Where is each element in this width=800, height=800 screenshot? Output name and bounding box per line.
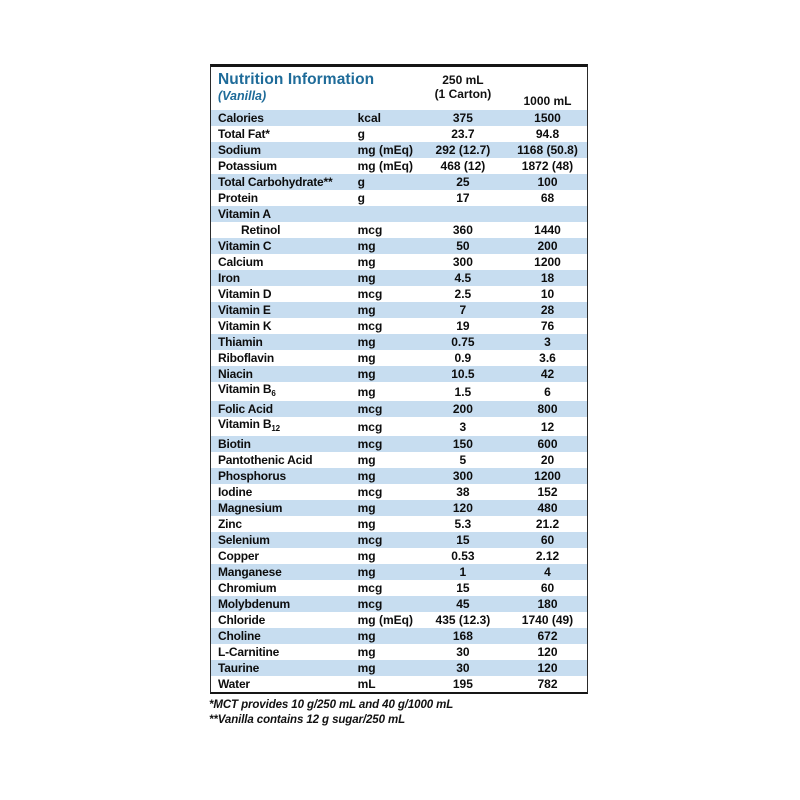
- nutrient-unit: mg: [357, 351, 376, 365]
- table-row: [211, 500, 587, 516]
- table-row: [211, 401, 587, 417]
- nutrient-unit: mg: [357, 565, 376, 579]
- value-250ml: 17: [456, 191, 470, 205]
- nutrient-unit: mg: [357, 469, 376, 483]
- nutrient-unit: mg: [357, 239, 376, 253]
- value-1000ml: 180: [537, 597, 558, 611]
- value-1000ml: 60: [540, 533, 555, 547]
- nutrient-name: Vitamin E: [218, 303, 271, 317]
- column-header-250ml: [418, 67, 508, 110]
- value-250ml: 0.9: [454, 351, 472, 365]
- nutrient-name: Retinol: [241, 223, 281, 237]
- value-250ml: 3: [459, 419, 467, 434]
- nutrient-unit: mg: [357, 255, 376, 269]
- nutrient-name: L-Carnitine: [218, 645, 280, 659]
- value-250ml: 300: [452, 255, 473, 269]
- table-row: [211, 644, 587, 660]
- nutrient-unit: mg: [357, 384, 376, 399]
- nutrition-table: [210, 64, 588, 694]
- value-1000ml: 42: [540, 367, 555, 381]
- table-row: [211, 436, 587, 452]
- table-row: [211, 516, 587, 532]
- section-row: [211, 206, 587, 222]
- value-1000ml: 480: [537, 501, 558, 515]
- value-1000ml: 94.8: [535, 127, 560, 141]
- table-row: [211, 222, 587, 238]
- value-250ml: 5: [459, 453, 467, 467]
- table-row: [211, 270, 587, 286]
- value-1000ml: 18: [540, 271, 555, 285]
- table-title-block: [211, 67, 418, 110]
- value-1000ml: 60: [540, 581, 555, 595]
- value-1000ml: 3: [544, 335, 551, 349]
- value-1000ml: 12: [540, 419, 555, 434]
- nutrient-name: Selenium: [218, 533, 270, 547]
- nutrient-unit: mcg: [357, 419, 383, 434]
- value-1000ml: 68: [540, 191, 555, 205]
- nutrient-unit: mg (mEq): [357, 143, 413, 157]
- table-row: [211, 286, 587, 302]
- nutrient-name: Phosphorus: [218, 469, 287, 483]
- table-subtitle: (Vanilla): [218, 89, 267, 103]
- footnote-mct: *MCT provides 10 g/250 mL and 40 g/1000 mL: [209, 699, 454, 711]
- value-1000ml: 4: [544, 565, 551, 579]
- table-row: [211, 126, 587, 142]
- nutrient-unit: mg: [357, 335, 376, 349]
- nutrient-name: Taurine: [218, 661, 260, 675]
- value-250ml: 435 (12.3): [435, 613, 491, 627]
- value-1000ml: 152: [537, 485, 558, 499]
- table-row: [211, 158, 587, 174]
- value-250ml: 1: [459, 565, 467, 579]
- table-row: [211, 564, 587, 580]
- nutrient-name: Manganese: [218, 565, 282, 579]
- table-title: Nutrition Information: [218, 71, 375, 88]
- value-250ml: 375: [452, 111, 473, 125]
- value-250ml: 195: [452, 677, 473, 691]
- table-row: [211, 254, 587, 270]
- value-1000ml: 1200: [534, 255, 561, 269]
- table-row: [211, 238, 587, 254]
- nutrient-unit: mcg: [357, 223, 383, 237]
- nutrient-name: Sodium: [218, 143, 261, 157]
- value-250ml: 25: [456, 175, 470, 189]
- table-row: [211, 612, 587, 628]
- value-250ml: 300: [452, 469, 473, 483]
- value-1000ml: 6: [544, 384, 551, 399]
- nutrient-unit: g: [357, 191, 365, 205]
- nutrient-name: Niacin: [218, 367, 253, 381]
- nutrient-name: Water: [218, 677, 250, 691]
- value-250ml: 1.5: [454, 384, 472, 399]
- nutrient-name: Molybdenum: [218, 597, 290, 611]
- table-row: [211, 382, 587, 401]
- column-header-250ml-line2: (1 Carton): [434, 87, 492, 101]
- nutrient-name: Total Carbohydrate**: [218, 175, 333, 189]
- nutrient-name: Vitamin $B_6$: [218, 382, 276, 398]
- nutrient-name: Vitamin D: [218, 287, 272, 301]
- column-header-250ml-line1: 250 mL: [442, 73, 484, 87]
- table-row: [211, 628, 587, 644]
- value-250ml: 7: [459, 303, 467, 317]
- value-250ml: 5.3: [454, 517, 472, 531]
- nutrient-name: Iodine: [218, 485, 253, 499]
- nutrient-unit: mg: [357, 367, 376, 381]
- value-250ml: 120: [452, 501, 473, 515]
- value-1000ml: 1872 (48): [521, 159, 574, 173]
- value-1000ml: 200: [537, 239, 558, 253]
- nutrient-unit: g: [357, 175, 365, 189]
- value-1000ml: 2.12: [535, 549, 560, 563]
- table-row: [211, 174, 587, 190]
- value-250ml: 200: [452, 402, 473, 416]
- table-row: [211, 596, 587, 612]
- table-row: [211, 676, 587, 692]
- nutrient-name: Vitamin C: [218, 239, 272, 253]
- value-1000ml: 21.2: [535, 517, 560, 531]
- value-250ml: 50: [456, 239, 470, 253]
- nutrient-unit: mcg: [357, 485, 383, 499]
- nutrient-unit: mcg: [357, 533, 383, 547]
- table-row: [211, 532, 587, 548]
- nutrient-unit: mg: [357, 661, 376, 675]
- nutrient-unit: mg: [357, 549, 376, 563]
- nutrient-unit: mcg: [357, 319, 383, 333]
- value-250ml: 292 (12.7): [435, 143, 491, 157]
- nutrient-name: Vitamin A: [218, 207, 271, 221]
- nutrient-name: Vitamin $B_{12}$: [218, 417, 280, 433]
- value-1000ml: 600: [537, 437, 558, 451]
- nutrient-name: Chloride: [218, 613, 266, 627]
- table-row: [211, 350, 587, 366]
- value-250ml: 0.53: [451, 549, 475, 563]
- value-1000ml: 20: [540, 453, 555, 467]
- value-1000ml: 3.6: [539, 351, 556, 365]
- nutrition-rows: [211, 110, 587, 692]
- table-row: [211, 468, 587, 484]
- value-250ml: 150: [452, 437, 473, 451]
- footnote-vanilla: **Vanilla contains 12 g sugar/250 mL: [209, 714, 406, 726]
- value-1000ml: 76: [540, 319, 555, 333]
- nutrient-name: Protein: [218, 191, 258, 205]
- nutrient-name: Pantothenic Acid: [218, 453, 313, 467]
- table-row: [211, 484, 587, 500]
- nutrient-name: Folic Acid: [218, 402, 273, 416]
- value-1000ml: 1500: [534, 111, 561, 125]
- nutrient-unit: mcg: [357, 597, 383, 611]
- value-1000ml: 120: [537, 661, 558, 675]
- nutrient-name: Total Fat*: [218, 127, 270, 141]
- value-250ml: 168: [452, 629, 473, 643]
- nutrient-unit: mg: [357, 303, 376, 317]
- nutrient-name: Calcium: [218, 255, 264, 269]
- nutrient-unit: mL: [357, 677, 376, 691]
- nutrient-name: Iron: [218, 271, 240, 285]
- footnotes: [209, 698, 609, 728]
- table-row: [211, 334, 587, 350]
- nutrient-name: Copper: [218, 549, 259, 563]
- value-1000ml: 28: [540, 303, 555, 317]
- nutrient-unit: mg: [357, 501, 376, 515]
- nutrient-unit: mcg: [357, 287, 383, 301]
- nutrient-unit: mcg: [357, 581, 383, 595]
- table-row: [211, 190, 587, 206]
- value-1000ml: 10: [540, 287, 555, 301]
- value-1000ml: 782: [537, 677, 558, 691]
- table-header: [211, 67, 587, 110]
- table-row: [211, 142, 587, 158]
- nutrient-name-subscript: 6: [271, 389, 276, 398]
- value-250ml: 15: [456, 533, 470, 547]
- table-row: [211, 110, 587, 126]
- nutrient-name: Biotin: [218, 437, 251, 451]
- nutrient-name: Choline: [218, 629, 261, 643]
- value-250ml: 38: [456, 485, 470, 499]
- nutrient-unit: g: [357, 127, 365, 141]
- table-row: [211, 580, 587, 596]
- value-250ml: 23.7: [451, 127, 475, 141]
- nutrient-unit: mg: [357, 271, 376, 285]
- value-250ml: 2.5: [454, 287, 472, 301]
- nutrient-name: Vitamin K: [218, 319, 272, 333]
- value-1000ml: 100: [537, 175, 558, 189]
- table-row: [211, 302, 587, 318]
- nutrient-unit: mg: [357, 629, 376, 643]
- nutrient-unit: mg: [357, 645, 376, 659]
- value-1000ml: 800: [537, 402, 558, 416]
- nutrient-name-subscript: 12: [271, 424, 280, 433]
- value-250ml: 30: [456, 661, 470, 675]
- nutrient-name: Calories: [218, 111, 264, 125]
- nutrient-unit: mcg: [357, 402, 383, 416]
- nutrient-name: Zinc: [218, 517, 242, 531]
- table-row: [211, 452, 587, 468]
- value-1000ml: 1200: [534, 469, 561, 483]
- value-250ml: 15: [456, 581, 470, 595]
- nutrient-name: Potassium: [218, 159, 277, 173]
- value-250ml: 30: [456, 645, 470, 659]
- table-row: [211, 417, 587, 436]
- value-250ml: 360: [452, 223, 473, 237]
- nutrient-unit: mg (mEq): [357, 159, 413, 173]
- value-250ml: 4.5: [454, 271, 472, 285]
- table-row: [211, 660, 587, 676]
- value-1000ml: 1740 (49): [521, 613, 574, 627]
- table-row: [211, 318, 587, 334]
- nutrient-unit: mcg: [357, 437, 383, 451]
- nutrient-name: Thiamin: [218, 335, 263, 349]
- nutrient-name: Chromium: [218, 581, 277, 595]
- table-row: [211, 366, 587, 382]
- column-header-1000ml: 1000 mL: [523, 94, 572, 108]
- nutrient-unit: kcal: [357, 111, 381, 125]
- value-250ml: 10.5: [451, 367, 475, 381]
- value-250ml: 468 (12): [440, 159, 486, 173]
- nutrient-unit: mg (mEq): [357, 613, 413, 627]
- nutrient-name: Magnesium: [218, 501, 283, 515]
- value-250ml: 0.75: [451, 335, 475, 349]
- value-250ml: 19: [456, 319, 470, 333]
- nutrient-unit: mg: [357, 453, 376, 467]
- value-1000ml: 672: [537, 629, 558, 643]
- table-row: [211, 548, 587, 564]
- value-250ml: 45: [456, 597, 470, 611]
- nutrient-name: Riboflavin: [218, 351, 275, 365]
- nutrient-unit: mg: [357, 517, 376, 531]
- value-1000ml: 1440: [534, 223, 561, 237]
- value-1000ml: 1168 (50.8): [517, 143, 578, 157]
- value-1000ml: 120: [537, 645, 558, 659]
